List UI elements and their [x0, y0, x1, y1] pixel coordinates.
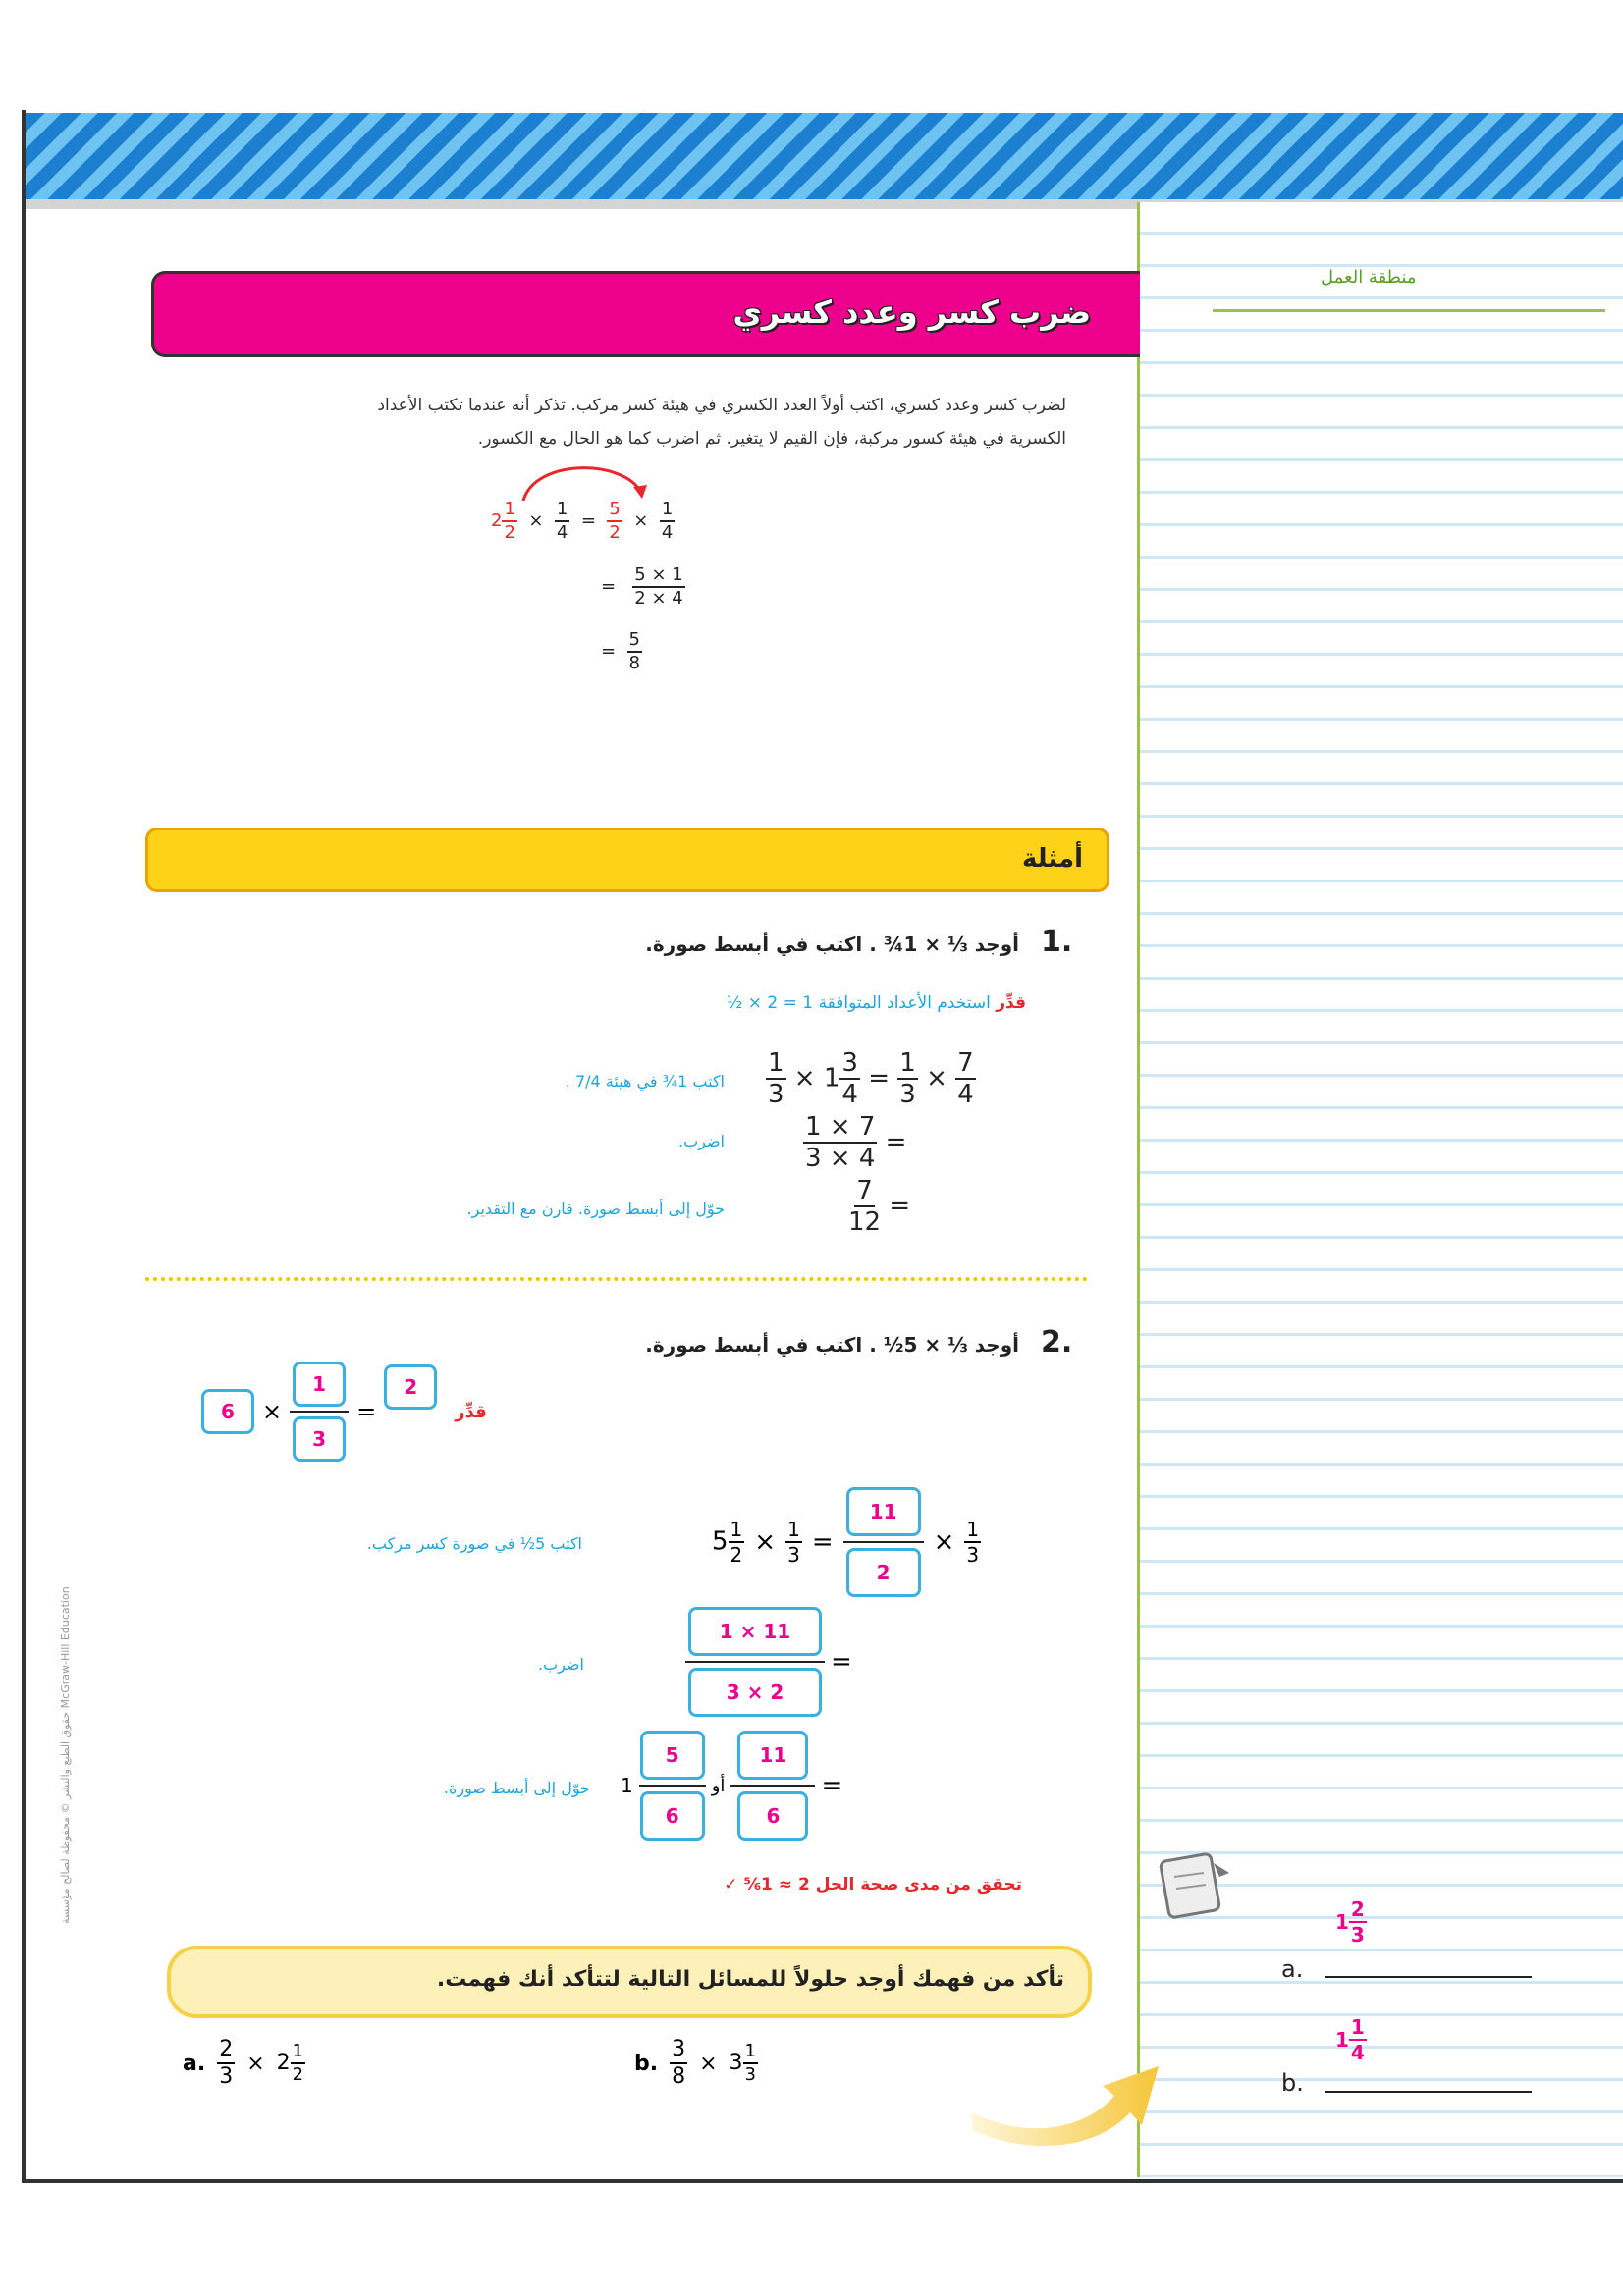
step3-box-mixed-denominator[interactable]: 6 [640, 1791, 705, 1841]
example-1-estimate: قدِّر استخدم الأعداد المتوافقة 1 = 2 × ½ [726, 993, 1026, 1013]
example-2-note-3: حوّل إلى أبسط صورة. [443, 1779, 590, 1797]
copyright-credit: حقوق الطبع والنشر © محفوظة لصالح مؤسسة McGraw-Hill Education [59, 1586, 72, 1924]
step3-box-denominator[interactable]: 6 [737, 1791, 808, 1841]
step3-box-numerator[interactable]: 11 [737, 1731, 808, 1780]
examples-header: أمثلة [1021, 844, 1083, 874]
or-label: أو [711, 1775, 726, 1796]
example-2-step-1: 5 $\frac{1}{2}$ × $\frac{1}{3}$ = $\frac{11}{2}$ × $\frac{1}{3}$ [712, 1487, 981, 1597]
check-understanding-bar [167, 1946, 1092, 2018]
examples-divider [145, 1277, 1088, 1281]
estimate-box-result[interactable]: 2 [384, 1364, 437, 1410]
example-2-note-2: اضرب. [537, 1655, 584, 1674]
intro-line-1: لضرب كسر وعدد كسري، اكتب أولاً العدد الكسري في هيئة كسر مركب. تذكر أنه عندما تكتب الأعداد [377, 396, 1066, 415]
example-1-step-1: $\frac{1}{3}$ × 1 $\frac{3}{4}$ = $\frac{1}{3}$ × $\frac{7}{4}$ [768, 1048, 974, 1109]
example-2-note-1: اكتب 5½ في صورة كسر مركب. [366, 1534, 582, 1553]
example-1-note-1: اكتب 1¾ في هيئة 7/4 . [565, 1072, 725, 1091]
example-1-step-3: $\frac{7}{12}$ = [848, 1176, 911, 1237]
work-area-underline [1213, 309, 1605, 312]
intro-equation-line-1: 2 $\frac{1}{2}$ × $\frac{1}{4}$ = $\frac{5}{2}$ × $\frac{1}{4}$ [491, 499, 674, 543]
example-2-step-2: $\frac{1 \times 11}{3 \times 2}$ = [685, 1607, 852, 1717]
notebook-icon [1157, 1843, 1245, 1922]
example-1-step-2: $\frac{1 \times 7}{3 \times 4}$ = [805, 1112, 907, 1173]
answer-a-label: a. [1281, 1955, 1304, 1983]
lesson-title: ضرب كسر وعدد كسري [732, 294, 1091, 331]
step2-box-denominator[interactable]: 3 × 2 [688, 1668, 822, 1717]
step2-box-numerator[interactable]: 1 × 11 [688, 1607, 822, 1656]
estimate-box-numerator[interactable]: 1 [293, 1362, 346, 1407]
step1-box-denominator[interactable]: 2 [846, 1548, 921, 1597]
example-1-prompt: أوجد ⅓ × 1¾ . اكتب في أبسط صورة. [645, 933, 1019, 956]
answer-b-label: b. [1281, 2069, 1304, 2097]
answer-b-line[interactable] [1325, 2091, 1532, 2093]
answer-a-value: 1 2 3 [1335, 1897, 1365, 1947]
curved-arrow-icon [515, 454, 653, 503]
problem-b: b. $\frac{3}{8}$ × 3 $\frac{1}{3}$ [634, 2037, 756, 2089]
estimate-label: قدِّر [455, 1401, 487, 1422]
problem-a: a. $\frac{2}{3}$ × 2 $\frac{1}{2}$ [183, 2037, 304, 2089]
intro-equation-line-2: = $\frac{5 \times 1}{2 \times 4}$ [601, 564, 683, 609]
header-stripe-band [26, 113, 1623, 199]
example-1-note-3: حوّل إلى أبسط صورة. قارن مع التقدير. [466, 1200, 725, 1218]
arrow-to-workarea-icon [967, 2042, 1163, 2160]
work-area-label: منطقة العمل [1321, 267, 1417, 288]
intro-line-2: الكسرية في هيئة كسور مركبة، فإن القيم لا يتغير. ثم اضرب كما هو الحال مع الكسور. [477, 429, 1066, 449]
answer-a-line[interactable] [1325, 1976, 1532, 1978]
step3-box-mixed-numerator[interactable]: 5 [640, 1731, 705, 1780]
example-2-prompt: أوجد ⅓ × 5½ . اكتب في أبسط صورة. [645, 1333, 1019, 1357]
example-2-check: تحقق من مدى صحة الحل 2 ≈ 1⅚ ✓ [724, 1875, 1022, 1895]
example-1-note-2: اضرب. [677, 1132, 725, 1150]
example-2-step-3: 1 $\frac{5}{6}$ أو $\frac{11}{6}$ = [621, 1731, 842, 1841]
answer-b-value: 1 1 4 [1335, 2015, 1365, 2064]
examples-header-bar [145, 828, 1109, 892]
estimate-box-denominator[interactable]: 3 [293, 1416, 346, 1462]
example-2-number: 2. [1041, 1325, 1073, 1360]
lesson-title-bar [151, 271, 1140, 357]
step1-box-numerator[interactable]: 11 [846, 1487, 921, 1536]
estimate-box-whole[interactable]: 6 [201, 1389, 254, 1434]
example-2-estimate: 6 × $\frac{1}{3}$ = 2 قدِّر [201, 1362, 487, 1462]
intro-equation-line-3: = $\frac{5}{8}$ [601, 629, 640, 673]
example-1-number: 1. [1041, 925, 1073, 959]
intro-paragraph [163, 389, 1066, 455]
check-understanding-text: تأكد من فهمك أوجد حلولاً للمسائل التالية لتتأكد أنك فهمت. [436, 1967, 1064, 1992]
